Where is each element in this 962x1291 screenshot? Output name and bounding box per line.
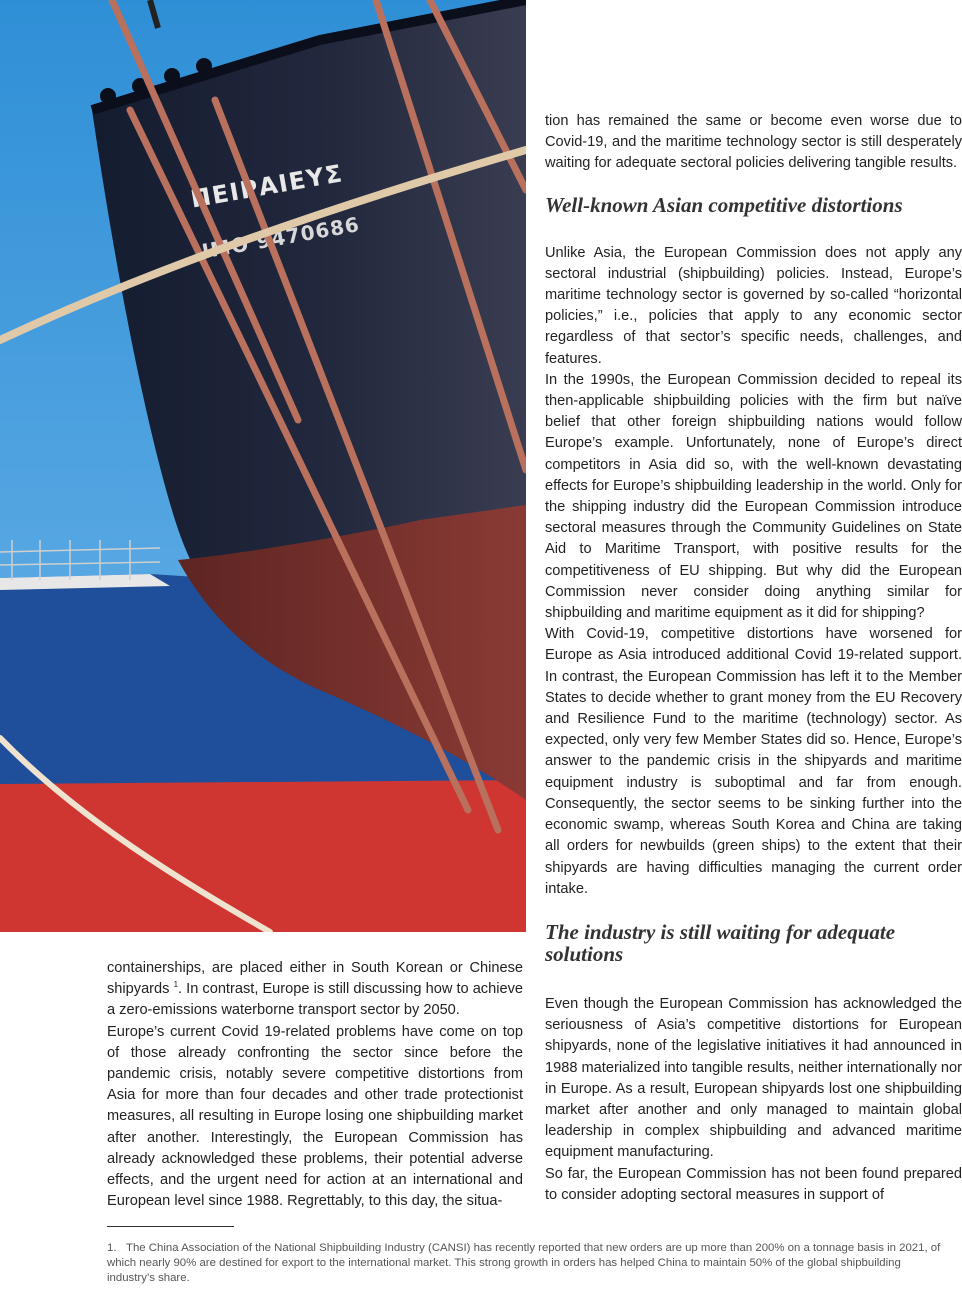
footnote	[107, 1241, 942, 1286]
left-paragraph-1	[107, 958, 523, 1022]
footnote-text: The China Association of the National Shipbuilding Industry (CANSI) has recently reported that new orders are up more than 200% on a tonnage basis in 2021, of which nearly 90% are destined for export to the international market. This strong growth in orders has helped China to maintain 50% of the global shipbuilding industry’s share.	[107, 1242, 941, 1284]
right-paragraph-4: Even though the European Commission has acknowledged the seriousness of Asia’s competitive distortions for European shipyards, none of the legislative initiatives it had announced in 1988 materialized into tangible results, neither internationally nor in Europe. As a result, European shipyards lost one shipbuilding market after another and only managed to maintain global leadership in complex shipbuilding and advanced maritime equipment manufacturing.	[545, 995, 962, 1161]
left-text-column	[107, 958, 523, 1212]
right-paragraph-2: In the 1990s, the European Commission decided to repeal its then-applicable shipbuilding policies with the firm but naïve belief that other foreign shipbuilding nations would follow Europe’s example. Unfortunately, none of Europe’s direct competitors in Asia did so, with the well-known devastating effects for Europe’s shipbuilding leadership in the world. Only for the shipping industry did the European Commission introduce sectoral measures through the Community Guidelines on State Aid to Maritime Transport, with positive results for the competitiveness of EU shipping. But why did the European Commission never consider doing anything similar for shipbuilding and maritime equipment as it did for shipping?	[545, 371, 962, 622]
footnote-divider	[107, 1226, 234, 1227]
footnote-number: 1.	[107, 1242, 117, 1254]
right-text-column	[545, 111, 962, 1206]
left-paragraph-1-end: . In contrast, Europe is still discussing how to achieve a zero-emissions waterborne transport sector by 2050.	[107, 981, 523, 1019]
section-heading-asian-distortions: Well-known Asian competitive distortions	[545, 192, 903, 217]
hull-imo-text: IMO 9470686	[200, 212, 362, 264]
hull-name-text: ΠΕΙΡΑΙΕΥΣ	[188, 159, 346, 214]
footnote-reference[interactable]: 1	[173, 980, 179, 990]
section-heading-industry-waiting: The industry is still waiting for adequate solutions	[545, 919, 896, 966]
right-paragraph-1: Unlike Asia, the European Commission does not apply any sectoral industrial (shipbuilding) policies. Instead, Europe’s maritime technology sector is governed by so-called “horizontal policies,” i.e., policies that apply to any economic sector regardless of that sector’s specific needs, challenges, and features.	[545, 244, 962, 367]
right-paragraph-3: With Covid-19, competitive distortions have worsened for Europe as Asia introduced additional Covid 19-related support. In contrast, the European Commission has left it to the Member States to decide whether to grant money from the EU Recovery and Resilience Fund to the maritime (technology) sector. As expected, only very few Member States did so. Hence, Europe’s answer to the pandemic crisis in the shipyards and maritime equipment industry is suboptimal and far from enough. Consequently, the sector seems to be sinking further into the economic swamp, whereas South Korea and China are taking all orders for newbuilds (green ships) to the extent that their shipyards are having difficulties managing the current order intake.	[545, 626, 962, 897]
right-paragraph-intro: tion has remained the same or become even worse due to Covid-19, and the maritime technology sector is still desperately waiting for adequate sectoral policies delivering tangible results.	[545, 113, 962, 172]
right-paragraph-5: So far, the European Commission has not been found prepared to consider adopting sectoral measures in support of	[545, 1165, 962, 1203]
left-paragraph-1-start: containerships, are placed either in South Korean or Chinese shipyards	[107, 960, 523, 998]
ship-hull-photo	[0, 0, 526, 932]
left-paragraph-2: Europe’s current Covid 19-related problems have come on top of those already confronting the sector since before the pandemic crisis, notably severe competitive distortions from Asia for more than four decades and other trade protectionist measures, all resulting in Europe losing one shipbuilding market after another. Interestingly, the European Commission has already acknowledged these problems, their potential adverse effects, and the urgent need for action at an international and European level since 1988. Regrettably, to this day, the situa-	[107, 1023, 523, 1210]
